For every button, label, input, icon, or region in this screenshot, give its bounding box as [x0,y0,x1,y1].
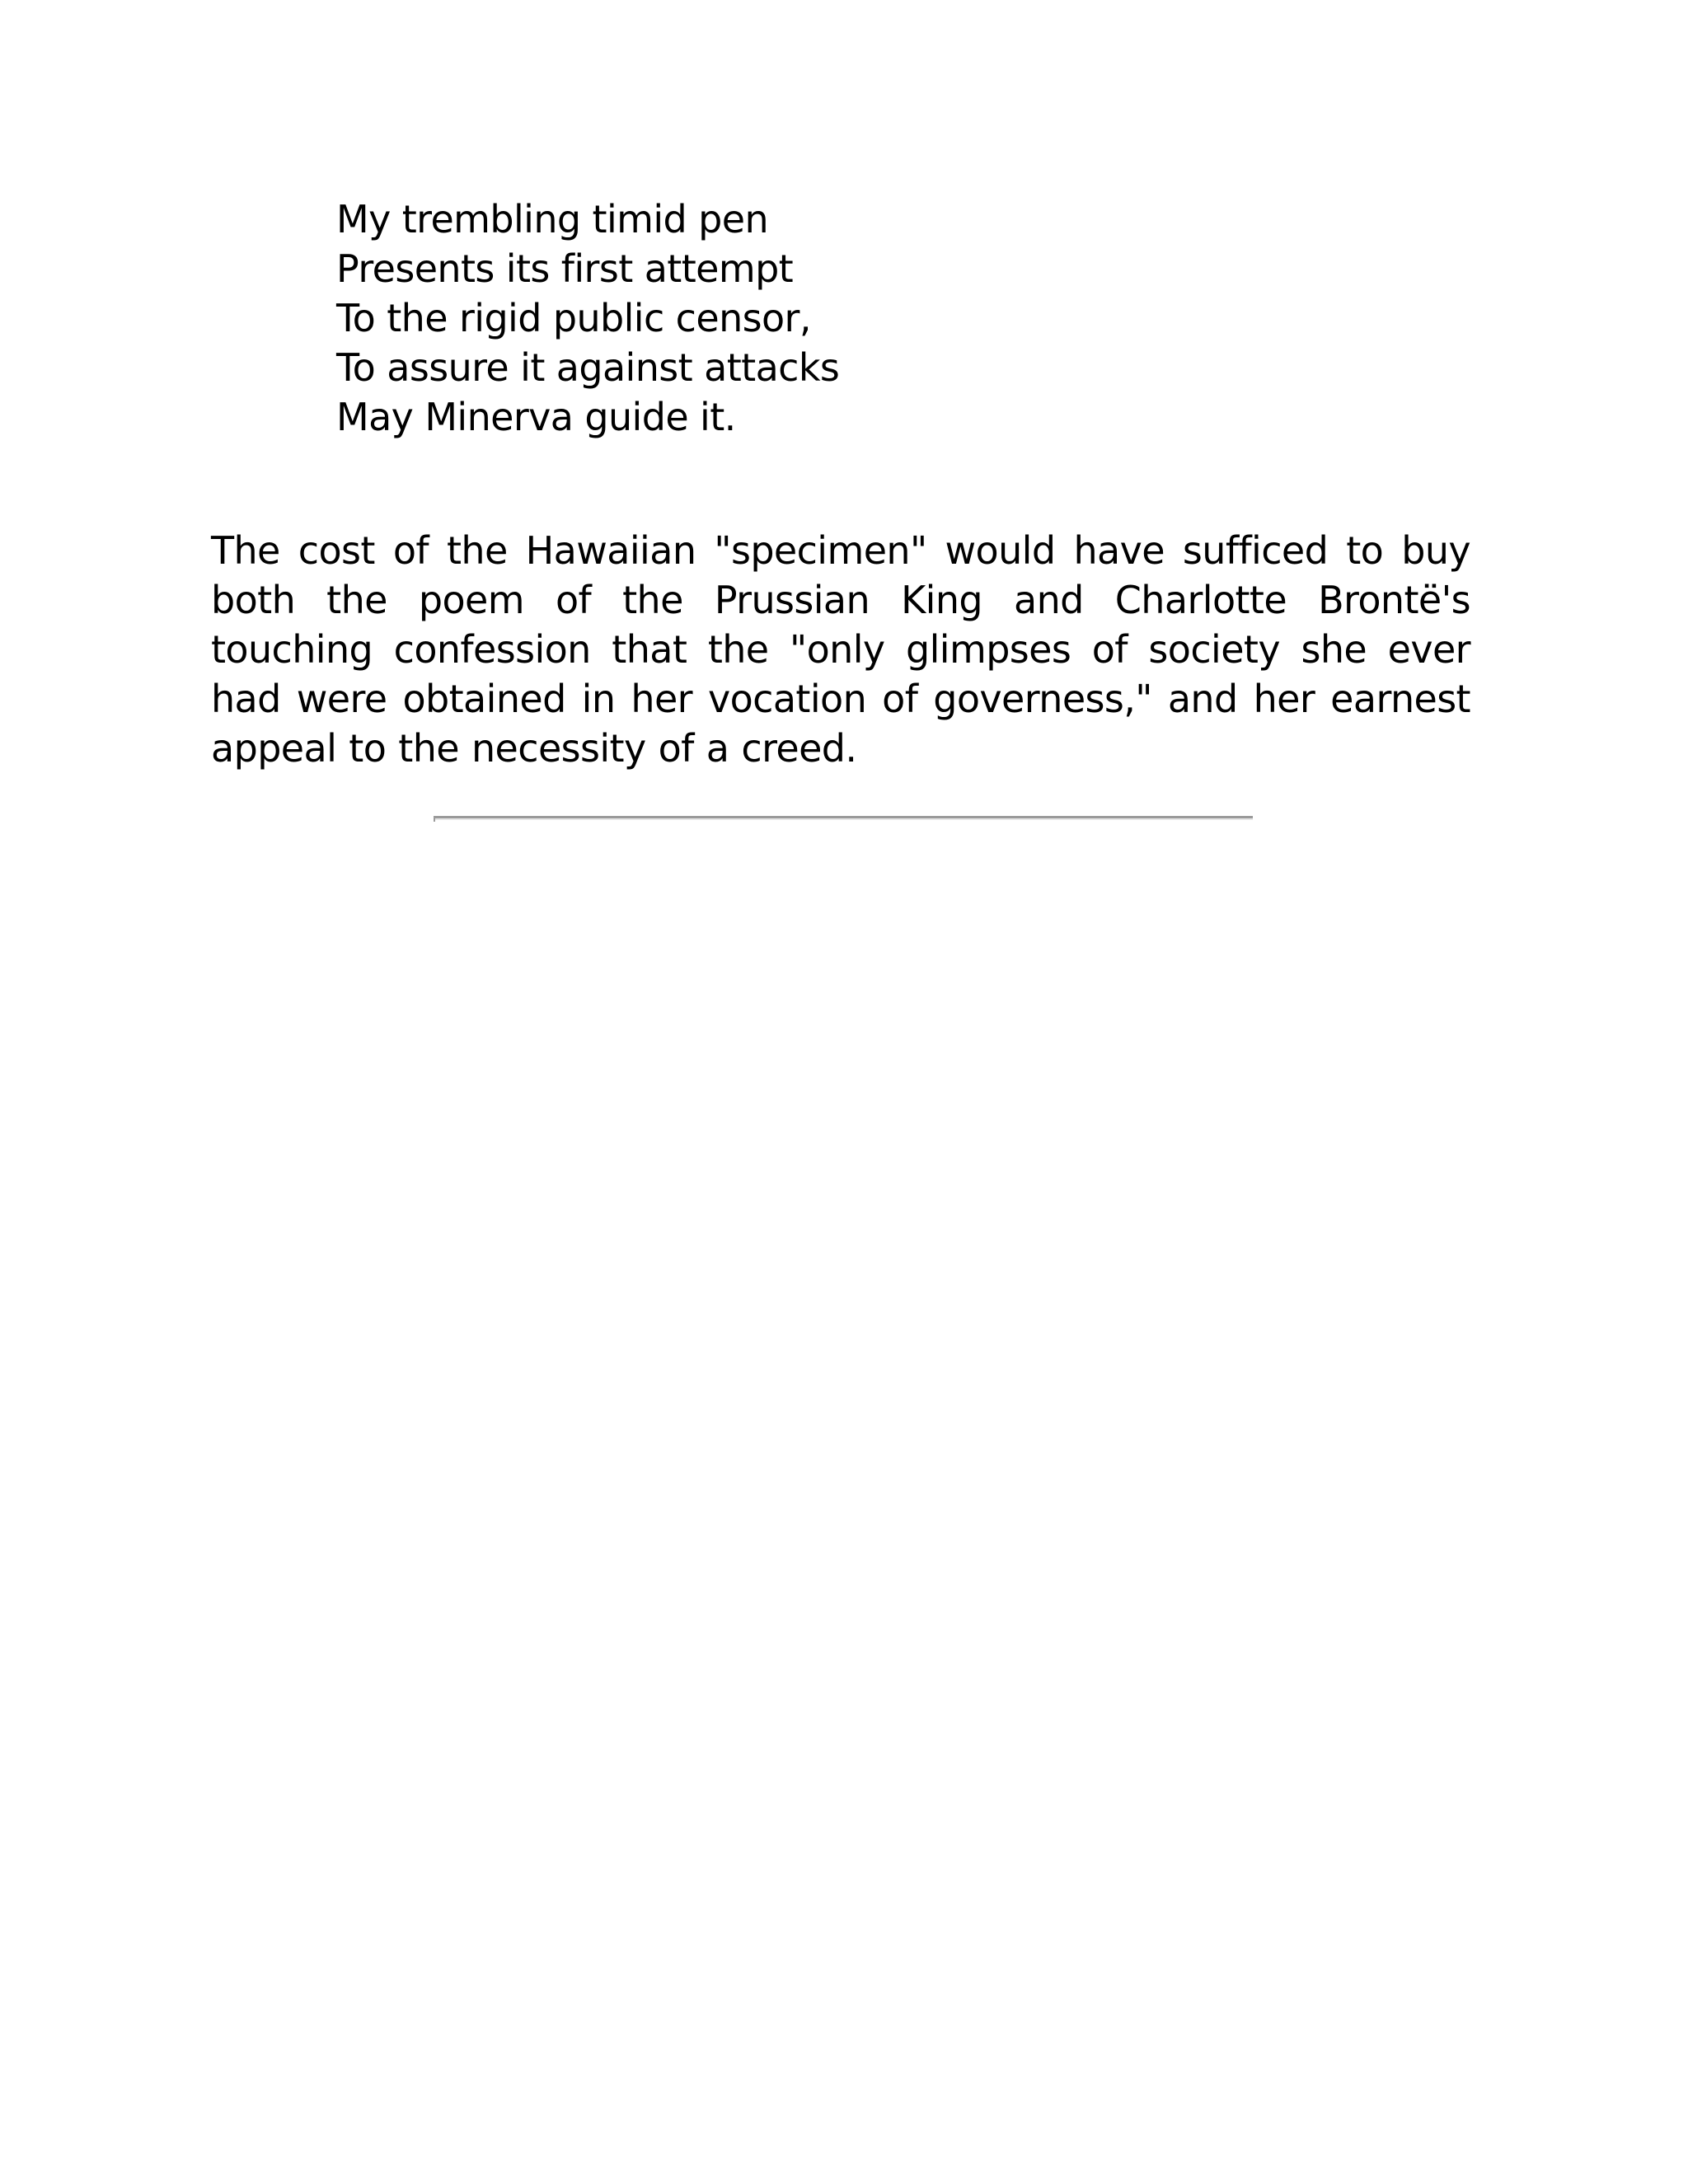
poem-line: Presents its first attempt [336,246,794,291]
body-paragraph: The cost of the Hawaiian "specimen" would have sufficed to buy both the poem of the Prussian King and Charlotte Brontë's touching confession that the "only glimpses of society she ever had were obtained in her vocation of governess," and her earnest appeal to the necessity of a creed. [211,528,1470,771]
poem-stanza [336,194,1325,442]
poem-line: To the rigid public censor, [336,296,811,340]
horizontal-rule-cap [434,816,435,822]
horizontal-rule [434,816,1253,820]
poem-line: My trembling timid pen [336,197,768,241]
poem-line: May Minerva guide it. [336,395,736,439]
poem-line: To assure it against attacks [336,345,840,390]
